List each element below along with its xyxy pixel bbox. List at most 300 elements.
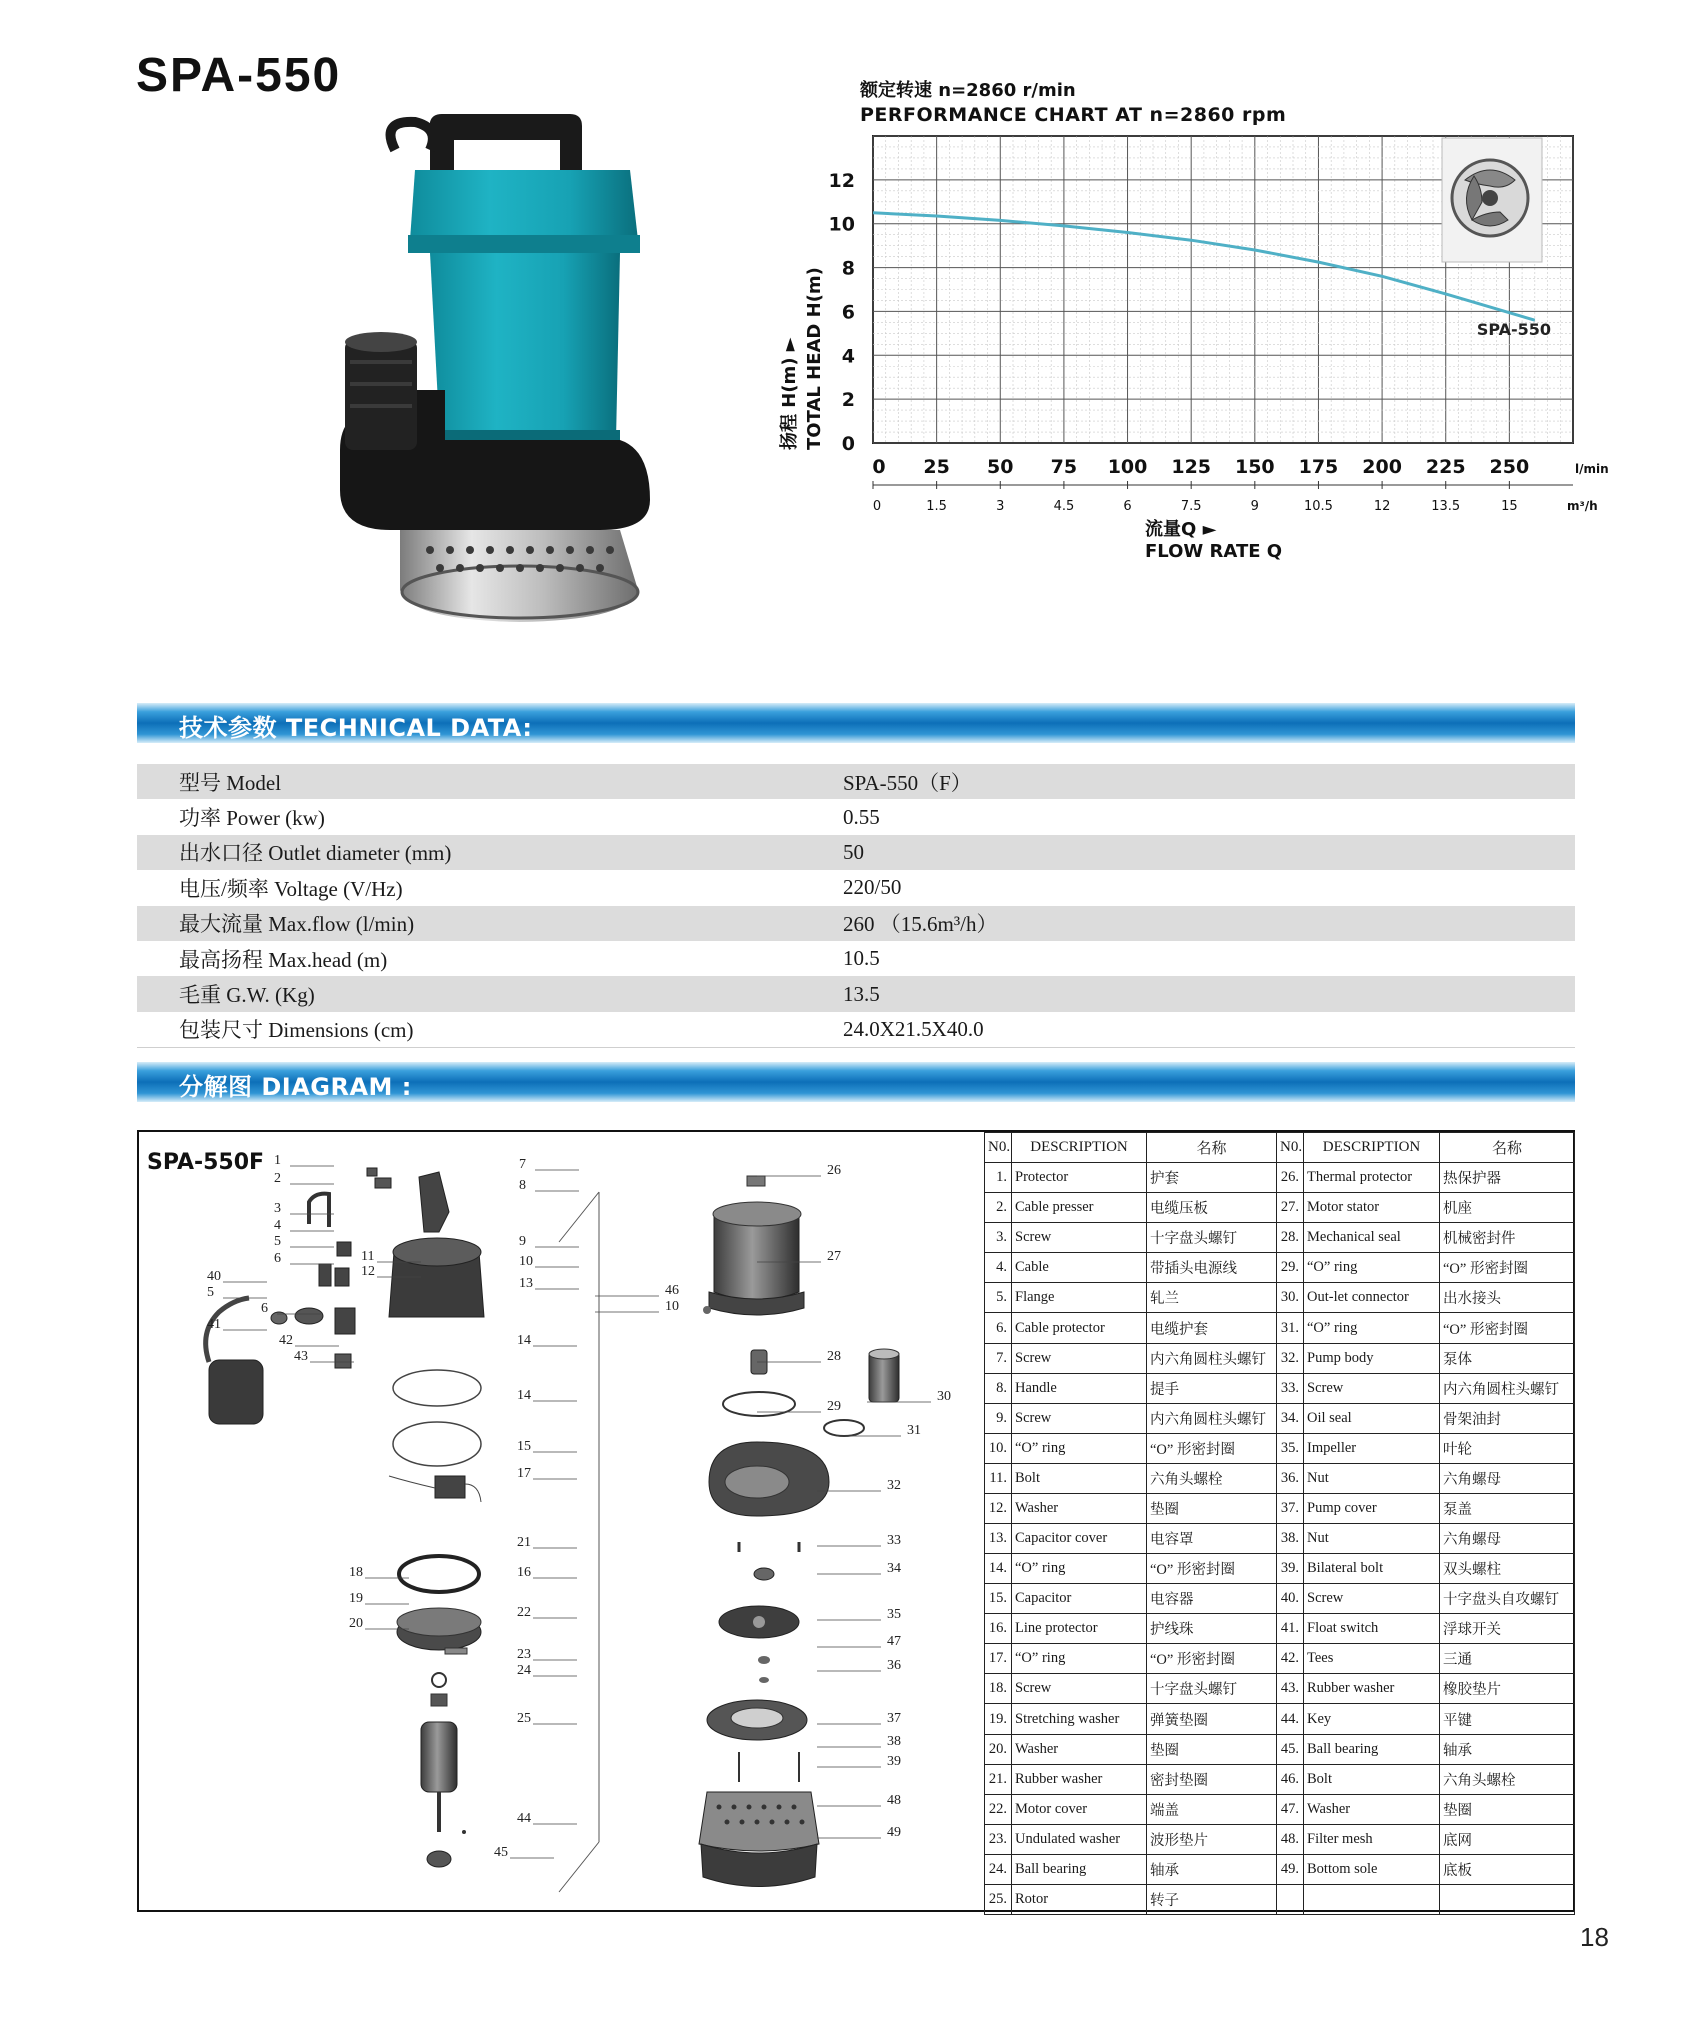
callout-number: 27 [827,1249,841,1264]
callout-number: 30 [937,1389,951,1404]
part-no: 38. [1277,1524,1304,1554]
y-tick-label: 10 [828,213,855,236]
parts-row [985,1313,1575,1343]
x-tick-label: 175 [1298,456,1339,478]
tech-row [137,764,1575,799]
part-no: 43. [1277,1674,1304,1704]
page-number: 18 [1580,1922,1609,1952]
part-no: 10. [985,1433,1012,1463]
y-tick-label: 8 [841,257,855,280]
x-tick-label: 150 [1234,456,1275,478]
part-no: 48. [1277,1824,1304,1854]
part-no: 46. [1277,1764,1304,1794]
parts-row [985,1493,1575,1523]
callout-number: 16 [517,1565,531,1580]
part-name-cn: 橡胶垫片 [1440,1674,1575,1704]
callout-number: 49 [887,1825,901,1840]
part-description: Bottom sole [1304,1854,1440,1884]
parts-row [985,1193,1575,1223]
y-tick-label: 12 [828,169,855,192]
col-no: N0. [1277,1133,1304,1163]
part-description: “O” ring [1012,1554,1147,1584]
part-name-cn: 弹簧垫圈 [1147,1704,1277,1734]
part-name-cn: 热保护器 [1440,1163,1575,1193]
part-description: Cable protector [1012,1313,1147,1343]
callout-number: 41 [207,1317,221,1332]
tech-label: 毛重 G.W. (Kg) [137,976,843,1011]
part-no: 14. [985,1554,1012,1584]
callout-number: 47 [887,1634,901,1649]
part-description: Washer [1012,1493,1147,1523]
tech-label: 电压/频率 Voltage (V/Hz) [179,876,403,901]
part-name-cn: 六角头螺栓 [1147,1463,1277,1493]
part-no: 41. [1277,1614,1304,1644]
part-no: 15. [985,1584,1012,1614]
part-name-cn: 机座 [1440,1193,1575,1223]
part-no: 4. [985,1253,1012,1283]
part-description: Oil seal [1304,1403,1440,1433]
part-name-cn: “O” 形密封圈 [1440,1313,1575,1343]
x-tick-label-secondary: 15 [1501,499,1518,514]
part-description: Capacitor cover [1012,1524,1147,1554]
parts-row [985,1253,1575,1283]
callout-number: 37 [887,1711,901,1726]
parts-row [985,1554,1575,1584]
part-description: Thermal protector [1304,1163,1440,1193]
part-description: Flange [1012,1283,1147,1313]
part-no: 36. [1277,1463,1304,1493]
tech-row [137,870,1575,905]
part-name-cn: 电缆压板 [1147,1193,1277,1223]
diagram-header [137,1062,1575,1102]
part-name-cn: 电缆护套 [1147,1313,1277,1343]
callout-number: 38 [887,1734,901,1749]
part-description: “O” ring [1012,1433,1147,1463]
tech-value: 50 [843,835,1575,870]
tech-row [137,976,1575,1011]
part-no: 3. [985,1223,1012,1253]
part-description: Cable [1012,1253,1147,1283]
parts-row [985,1403,1575,1433]
series-label: SPA-550 [1476,320,1552,340]
x-tick-label: 200 [1362,456,1402,478]
x-tick-label: 100 [1107,456,1148,478]
part-no: 9. [985,1403,1012,1433]
part-no: 30. [1277,1283,1304,1313]
callout-number: 5 [274,1234,281,1249]
x-tick-label-secondary: 13.5 [1431,499,1461,514]
part-description: Screw [1012,1403,1147,1433]
part-name-cn: “O” 形密封圈 [1440,1253,1575,1283]
parts-row [985,1223,1575,1253]
diagram-title: 分解图 DIAGRAM : [179,1073,412,1101]
part-description: Screw [1012,1223,1147,1253]
x-axis-label: FLOW RATE Q [1145,541,1283,562]
part-description: Nut [1304,1463,1440,1493]
parts-row [985,1463,1575,1493]
x-tick-label-secondary: 10.5 [1303,499,1333,514]
part-description [1304,1884,1440,1914]
tech-value: 13.5 [843,976,1575,1011]
part-no: 7. [985,1343,1012,1373]
tech-value: 0.55 [843,804,880,829]
part-no: 26. [1277,1163,1304,1193]
part-no: 39. [1277,1554,1304,1584]
part-description: Line protector [1012,1614,1147,1644]
part-no: 32. [1277,1343,1304,1373]
part-no: 34. [1277,1403,1304,1433]
parts-row [985,1824,1575,1854]
parts-row [985,1524,1575,1554]
part-name-cn: 带插头电源线 [1147,1253,1277,1283]
part-name-cn: 底板 [1440,1854,1575,1884]
part-no: 20. [985,1734,1012,1764]
tech-row [137,799,1575,834]
tech-label: 功率 Power (kw) [179,806,325,831]
part-no: 49. [1277,1854,1304,1884]
part-no: 28. [1277,1223,1304,1253]
part-name-cn: 叶轮 [1440,1433,1575,1463]
part-description: Capacitor [1012,1584,1147,1614]
parts-row [985,1794,1575,1824]
parts-row [985,1734,1575,1764]
part-description: Washer [1304,1794,1440,1824]
part-name-cn: “O” 形密封圈 [1147,1644,1277,1674]
x-unit-secondary: m³/h [1567,499,1598,513]
callout-number: 18 [349,1565,363,1580]
part-description: Pump cover [1304,1493,1440,1523]
parts-row [985,1674,1575,1704]
callout-number: 20 [349,1616,363,1631]
callout-number: 44 [517,1811,531,1826]
pump-photo [320,110,660,630]
model-title: SPA-550 [136,49,342,102]
part-description: Screw [1012,1343,1147,1373]
callout-number: 7 [519,1157,526,1172]
callout-number: 14 [517,1388,531,1403]
part-description: Tees [1304,1644,1440,1674]
part-name-cn: 三通 [1440,1644,1575,1674]
part-no: 25. [985,1884,1012,1914]
technical-data-header [137,703,1575,743]
parts-row [985,1584,1575,1614]
part-description: “O” ring [1012,1644,1147,1674]
part-name-cn: 六角螺母 [1440,1524,1575,1554]
part-name-cn: 浮球开关 [1440,1614,1575,1644]
callout-number: 43 [294,1349,308,1364]
callout-number: 31 [907,1423,921,1438]
callout-number: 6 [261,1301,268,1316]
callout-number: 13 [519,1276,533,1291]
callout-number: 9 [519,1234,526,1249]
part-no: 8. [985,1373,1012,1403]
part-description: Bolt [1304,1764,1440,1794]
part-no: 21. [985,1764,1012,1794]
x-unit-primary: l/min [1575,462,1609,476]
part-description: Screw [1012,1674,1147,1704]
col-description: DESCRIPTION [1304,1133,1440,1163]
parts-row [985,1704,1575,1734]
col-no: N0. [985,1133,1012,1163]
part-description: Rotor [1012,1884,1147,1914]
part-name-cn: 十字盘头自攻螺钉 [1440,1584,1575,1614]
callout-number: 35 [887,1607,901,1622]
callout-number: 3 [274,1201,281,1216]
part-name-cn: 泵盖 [1440,1493,1575,1523]
part-description: Screw [1304,1584,1440,1614]
part-description: Key [1304,1704,1440,1734]
parts-row [985,1163,1575,1193]
part-description: Rubber washer [1304,1674,1440,1704]
part-description: Washer [1012,1734,1147,1764]
part-no: 18. [985,1674,1012,1704]
part-description: Bilateral bolt [1304,1554,1440,1584]
tech-row [137,1012,1575,1047]
x-tick-label: 125 [1171,456,1212,478]
chart-subtitle: 额定转速 n=2860 r/min [860,80,1076,101]
part-no: 45. [1277,1734,1304,1764]
part-name-cn: 电容器 [1147,1584,1277,1614]
part-name-cn: 泵体 [1440,1343,1575,1373]
part-no: 5. [985,1283,1012,1313]
part-no: 19. [985,1704,1012,1734]
part-no: 24. [985,1854,1012,1884]
tech-value: 24.0X21.5X40.0 [843,1012,1575,1047]
part-no: 11. [985,1463,1012,1493]
part-no: 22. [985,1794,1012,1824]
y-tick-label: 0 [841,433,855,455]
callout-number: 5 [207,1285,214,1300]
part-name-cn: 轴承 [1440,1734,1575,1764]
callout-number: 12 [361,1264,375,1279]
part-name-cn: 垫圈 [1440,1794,1575,1824]
tech-label: 最高扬程 Max.head (m) [179,947,388,972]
callout-number: 48 [887,1793,901,1808]
callout-number: 2 [274,1171,281,1186]
tech-value: 260 （15.6m³/h） [843,906,1575,941]
tech-label: 包装尺寸 Dimensions (cm) [137,1012,843,1047]
part-no: 35. [1277,1433,1304,1463]
part-name-cn: 六角头螺栓 [1440,1764,1575,1794]
part-name-cn: 内六角圆柱头螺钉 [1440,1373,1575,1403]
part-no: 33. [1277,1373,1304,1403]
part-name-cn: 垫圈 [1147,1493,1277,1523]
part-name-cn: 底网 [1440,1824,1575,1854]
tech-row [137,906,1575,941]
tech-value: 10.5 [843,946,880,971]
callout-number: 21 [517,1535,531,1550]
part-description: Undulated washer [1012,1824,1147,1854]
callout-number: 33 [887,1533,901,1548]
part-name-cn: 十字盘头螺钉 [1147,1674,1277,1704]
y-tick-label: 4 [841,345,855,368]
x-tick-label-secondary: 4.5 [1053,499,1075,514]
part-no [1277,1884,1304,1914]
callout-number: 11 [361,1249,375,1264]
part-description: Filter mesh [1304,1824,1440,1854]
x-tick-label: 50 [987,456,1014,478]
part-name-cn: 垫圈 [1147,1734,1277,1764]
callout-number: 1 [274,1153,281,1168]
part-name-cn: 内六角圆柱头螺钉 [1147,1403,1277,1433]
callout-number: 32 [887,1478,901,1493]
callout-number: 40 [207,1269,221,1284]
part-description: Handle [1012,1373,1147,1403]
part-name-cn: 提手 [1147,1373,1277,1403]
part-no: 47. [1277,1794,1304,1824]
x-tick-label: 225 [1425,456,1466,478]
parts-row [985,1764,1575,1794]
technical-data-table [137,764,1575,1048]
tech-value: SPA-550（F） [843,764,1575,799]
part-description: Protector [1012,1163,1147,1193]
part-no: 23. [985,1824,1012,1854]
part-description: Pump body [1304,1343,1440,1373]
callout-number: 10 [665,1299,679,1314]
tech-row [137,835,1575,870]
diagram-model-label: SPA-550F [147,1150,265,1175]
callout-number: 42 [279,1333,293,1348]
part-no: 42. [1277,1644,1304,1674]
part-description: “O” ring [1304,1253,1440,1283]
part-description: Bolt [1012,1463,1147,1493]
part-name-cn: 密封垫圈 [1147,1764,1277,1794]
part-description: Motor cover [1012,1794,1147,1824]
technical-data-title: 技术参数 TECHNICAL DATA: [179,714,533,742]
callout-number: 15 [517,1439,531,1454]
part-no: 27. [1277,1193,1304,1223]
y-axis-label: TOTAL HEAD H(m) [804,267,825,450]
exploded-diagram [137,1130,1575,1912]
x-tick-label: 25 [923,456,950,478]
part-no: 17. [985,1644,1012,1674]
tech-value: 220/50 [843,875,902,900]
part-name-cn: 双头螺柱 [1440,1554,1575,1584]
x-tick-label-secondary: 3 [996,499,1005,514]
y-tick-label: 6 [841,301,855,324]
part-name-cn: 机械密封件 [1440,1223,1575,1253]
parts-row [985,1614,1575,1644]
x-tick-label: 75 [1050,456,1078,478]
callout-number: 23 [517,1647,531,1662]
x-tick-label: 0 [872,456,886,478]
part-description: Nut [1304,1524,1440,1554]
part-name-cn: 端盖 [1147,1794,1277,1824]
callout-number: 19 [349,1591,363,1606]
part-description: Ball bearing [1304,1734,1440,1764]
part-no: 12. [985,1493,1012,1523]
callout-number: 10 [519,1254,533,1269]
chart-plot [760,70,1609,690]
parts-row [985,1343,1575,1373]
x-tick-label-secondary: 1.5 [926,499,947,514]
callout-number: 6 [274,1251,281,1266]
part-name-cn: 电容罩 [1147,1524,1277,1554]
part-description: Impeller [1304,1433,1440,1463]
callout-number: 14 [517,1333,531,1348]
part-no: 13. [985,1524,1012,1554]
parts-row [985,1644,1575,1674]
x-tick-label-secondary: 12 [1373,499,1391,514]
callout-number: 25 [517,1711,531,1726]
part-name-cn: “O” 形密封圈 [1147,1554,1277,1584]
exploded-drawing [139,1132,984,1910]
callout-number: 24 [517,1663,531,1678]
part-name-cn: 骨架油封 [1440,1403,1575,1433]
part-no: 31. [1277,1313,1304,1343]
y-axis-label-cn: 扬程 H(m) ► [779,337,800,450]
part-description: “O” ring [1304,1313,1440,1343]
callout-number: 46 [665,1283,679,1298]
part-no: 40. [1277,1584,1304,1614]
parts-table [984,1132,1575,1915]
callout-number: 39 [887,1754,901,1769]
part-description: Stretching washer [1012,1704,1147,1734]
y-tick-label: 2 [841,389,855,412]
col-name-cn: 名称 [1147,1133,1277,1163]
part-description: Float switch [1304,1614,1440,1644]
part-no: 16. [985,1614,1012,1644]
part-no: 37. [1277,1493,1304,1523]
callout-number: 4 [274,1218,281,1233]
tech-label: 出水口径 Outlet diameter (mm) [137,835,843,870]
part-description: Ball bearing [1012,1854,1147,1884]
part-name-cn: 出水接头 [1440,1283,1575,1313]
callout-number: 22 [517,1605,531,1620]
part-name-cn: “O” 形密封圈 [1147,1433,1277,1463]
part-name-cn: 波形垫片 [1147,1824,1277,1854]
parts-row [985,1433,1575,1463]
x-axis-label-cn: 流量Q ► [1145,519,1217,540]
part-description: Out-let connector [1304,1283,1440,1313]
callout-number: 36 [887,1658,901,1673]
x-tick-label-secondary: 0 [872,499,882,514]
callout-number: 45 [494,1845,508,1860]
part-description: Motor stator [1304,1193,1440,1223]
part-no: 2. [985,1193,1012,1223]
callout-number: 28 [827,1349,841,1364]
callout-number: 26 [827,1163,841,1178]
parts-row [985,1854,1575,1884]
part-no: 1. [985,1163,1012,1193]
col-name-cn: 名称 [1440,1133,1575,1163]
part-name-cn: 内六角圆柱头螺钉 [1147,1343,1277,1373]
part-name-cn: 护套 [1147,1163,1277,1193]
part-name-cn: 十字盘头螺钉 [1147,1223,1277,1253]
x-tick-label-secondary: 9 [1250,499,1259,514]
parts-table-header [985,1133,1575,1163]
callout-number: 29 [827,1399,841,1414]
col-description: DESCRIPTION [1012,1133,1147,1163]
part-description: Rubber washer [1012,1764,1147,1794]
part-description: Cable presser [1012,1193,1147,1223]
part-name-cn: 轴承 [1147,1854,1277,1884]
tech-row [137,941,1575,976]
tech-label: 型号 Model [137,764,843,799]
performance-chart [760,70,1609,690]
x-tick-label: 250 [1489,456,1530,478]
x-tick-label-secondary: 6 [1123,499,1132,514]
part-name-cn: 转子 [1147,1884,1277,1914]
part-no: 6. [985,1313,1012,1343]
part-name-cn: 六角螺母 [1440,1463,1575,1493]
parts-row [985,1283,1575,1313]
part-no: 29. [1277,1253,1304,1283]
part-name-cn: 护线珠 [1147,1614,1277,1644]
impeller-inset [1442,138,1542,262]
parts-row [985,1884,1575,1914]
callout-number: 34 [887,1561,901,1576]
